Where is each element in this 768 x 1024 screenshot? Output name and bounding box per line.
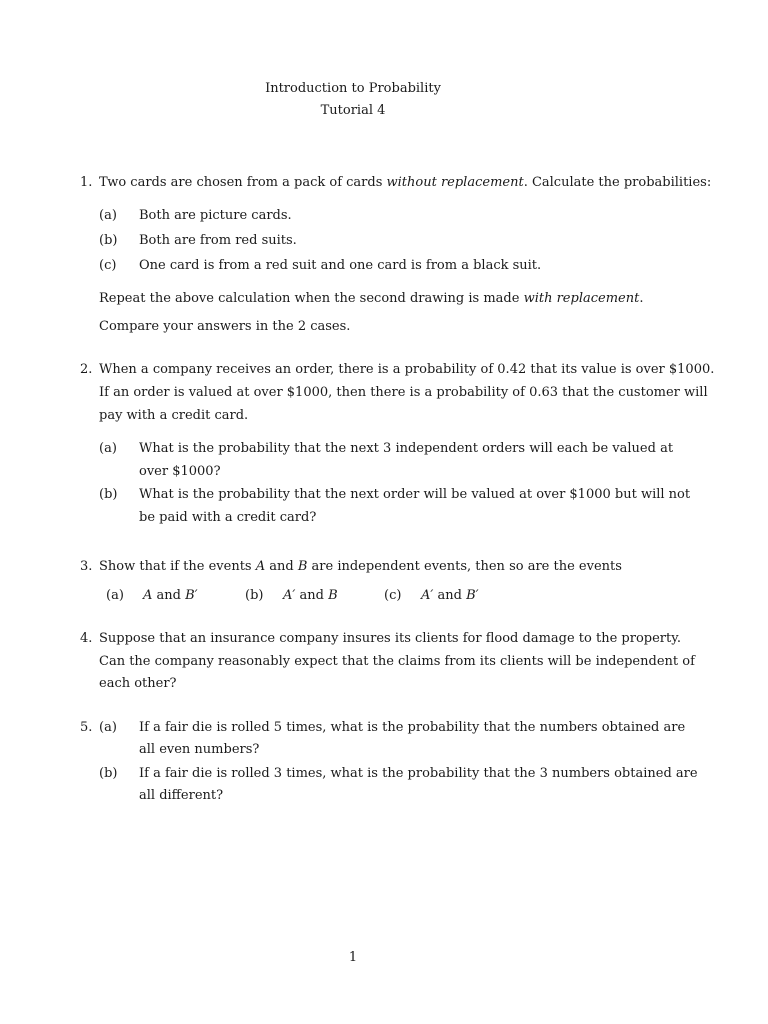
question-line: Can the company reasonably expect that the claims from its clients will be independent of [99,654,695,669]
question-line: If an order is valued at over $1000, then there is a probability of 0.63 that the customer will [99,385,708,400]
question-stem [99,175,711,190]
part-text [283,588,338,603]
part-label: (b) [245,588,264,603]
part-text: What is the probability that the next 3 independent orders will each be valued at [139,441,674,456]
part-label: (a) [99,441,117,456]
part-text: all even numbers? [139,742,260,757]
part-label: (a) [99,720,117,735]
question-line: pay with a credit card. [99,408,249,423]
stem-text: are independent events, then so are the events [307,559,622,574]
question-number: 2. [80,362,93,377]
stem-text: . Calculate the probabilities: [523,175,712,190]
document-subtitle: Tutorial 4 [320,103,386,118]
compare-instruction: Compare your answers in the 2 cases. [99,319,351,334]
conjunction: and [437,588,462,603]
question-number: 3. [80,559,93,574]
repeat-text: Repeat the above calculation when the second drawing is made [99,291,524,306]
repeat-emphasis: with replacement [523,291,640,306]
question-number: 1. [80,175,93,190]
math-variable: A′ [283,588,296,603]
question-line: Suppose that an insurance company insures its clients for flood damage to the property. [99,631,681,646]
math-variable: A [255,559,266,574]
part-text: If a fair die is rolled 3 times, what is the probability that the 3 numbers obtained are [139,766,698,781]
part-text: One card is from a red suit and one card is from a black suit. [139,258,542,273]
conjunction: and [156,588,181,603]
math-variable: B′ [185,588,198,603]
question-line: each other? [99,676,177,691]
stem-emphasis: without replacement [386,175,524,190]
document-title: Introduction to Probability [265,81,441,96]
repeat-text: . [639,291,644,306]
part-label: (c) [99,258,117,273]
part-label: (a) [106,588,124,603]
stem-text: Two cards are chosen from a pack of cards [99,175,387,190]
part-label: (a) [99,208,117,223]
question-number: 4. [80,631,93,646]
math-variable: B [328,588,338,603]
part-text: Both are picture cards. [139,208,292,223]
question-number: 5. [80,720,93,735]
part-label: (b) [99,487,118,502]
math-variable: B [297,559,308,574]
stem-text: and [265,559,298,574]
repeat-instruction [99,291,643,306]
page-number: 1 [348,950,358,965]
part-text [421,588,479,603]
part-text [143,588,198,603]
part-text: over $1000? [139,464,221,479]
part-label: (b) [99,766,118,781]
part-text: If a fair die is rolled 5 times, what is the probability that the numbers obtained are [139,720,686,735]
part-label: (c) [384,588,402,603]
stem-text: Show that if the events [99,559,256,574]
question-line: When a company receives an order, there is a probability of 0.42 that its value is over $1000. [99,362,715,377]
part-text: all different? [139,788,224,803]
math-variable: B′ [466,588,479,603]
part-label: (b) [99,233,118,248]
part-text: Both are from red suits. [139,233,297,248]
question-stem [99,559,622,574]
math-variable: A [143,588,153,603]
part-text: be paid with a credit card? [139,510,317,525]
conjunction: and [299,588,324,603]
math-variable: A′ [421,588,434,603]
part-text: What is the probability that the next order will be valued at over $1000 but will not [139,487,691,502]
